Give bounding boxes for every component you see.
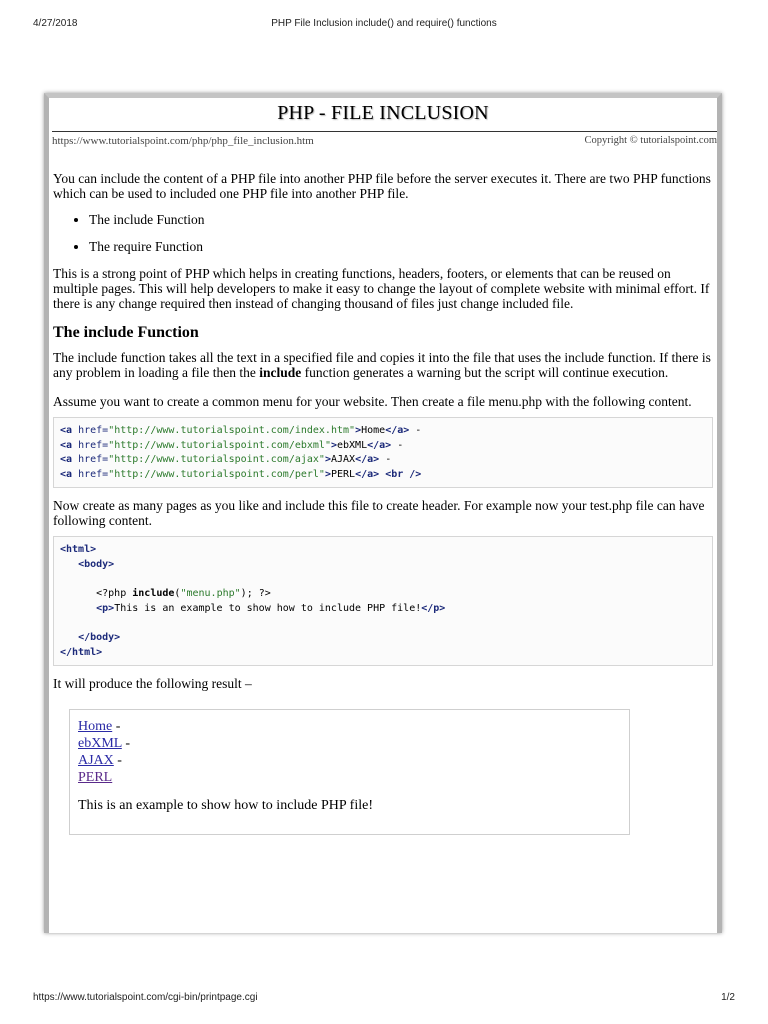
paragraph: The include function takes all the text in a specified file and copies it into the file that uses the include function. If there is any problem in loading a file then the include function generates a warning but the script will continue execution. <box>53 350 711 380</box>
source-url: https://www.tutorialspoint.com/php/php_file_inclusion.htm <box>52 135 314 147</box>
code-line: <a href="http://www.tutorialspoint.com/ebxml">ebXML</a> - <box>60 439 404 451</box>
result-link-ajax[interactable]: AJAX <box>78 753 114 769</box>
paragraph: This is a strong point of PHP which helps in creating functions, headers, footers, or elements that can be reused on multiple pages. This will help developers to make it easy to change the layout of complete website with minimal effort. If there is any change required then instead of changing thousand of files just change included file. <box>53 266 710 311</box>
paragraph: It will produce the following result – <box>53 676 252 692</box>
section-heading: The include Function <box>53 324 199 341</box>
code-line: <a href="http://www.tutorialspoint.com/index.htm">Home</a> - <box>60 425 422 436</box>
result-link-home[interactable]: Home <box>78 719 113 735</box>
result-link-ebxml[interactable]: ebXML <box>78 736 122 752</box>
print-url: https://www.tutorialspoint.com/cgi-bin/printpage.cgi <box>33 992 258 1003</box>
title-divider <box>52 131 717 132</box>
function-list <box>53 212 713 254</box>
code-line: <a href="http://www.tutorialspoint.com/perl">PERL</a> <br /> <box>60 468 422 480</box>
code-line: <a href="http://www.tutorialspoint.com/ajax">AJAX</a> - <box>60 454 392 466</box>
copyright: Copyright © tutorialspoint.com <box>584 135 717 146</box>
paragraph: Assume you want to create a common menu for your website. Then create a file menu.php with the following content. <box>53 394 692 409</box>
list-item: • The require Function <box>89 239 713 254</box>
list-item: • The include Function <box>89 212 713 227</box>
print-date: 4/27/2018 <box>33 18 78 29</box>
article-content <box>49 171 717 835</box>
page-title: PHP - FILE INCLUSION <box>277 102 489 124</box>
paragraph: Now create as many pages as you like and include this file to create header. For example now your test.php file can have following content. <box>53 498 705 529</box>
include-keyword: include <box>259 365 302 380</box>
print-header <box>33 18 735 32</box>
result-output-box: Home - ebXML - AJAX - PERL This is an example to show how to include PHP file! <box>69 709 630 835</box>
result-link-perl[interactable]: PERL <box>78 770 113 786</box>
result-text: This is an example to show how to include PHP file! <box>78 798 373 814</box>
code-block-menu <box>53 417 713 488</box>
page-meta <box>52 134 717 152</box>
intro-paragraph: You can include the content of a PHP file into another PHP file before the server executes it. There are two PHP functions which can be used to included one PHP file into another PHP file. <box>53 171 711 201</box>
page-number: 1/2 <box>721 992 735 1003</box>
print-footer <box>33 992 735 1006</box>
page-frame <box>44 93 722 933</box>
print-title: PHP File Inclusion include() and require() functions <box>271 18 497 29</box>
code-block-test-php: <html> <body> <?php include("menu.php"); ?> <p>This is an example to show how to include PHP file!</p> </body> </html> <box>53 536 713 666</box>
